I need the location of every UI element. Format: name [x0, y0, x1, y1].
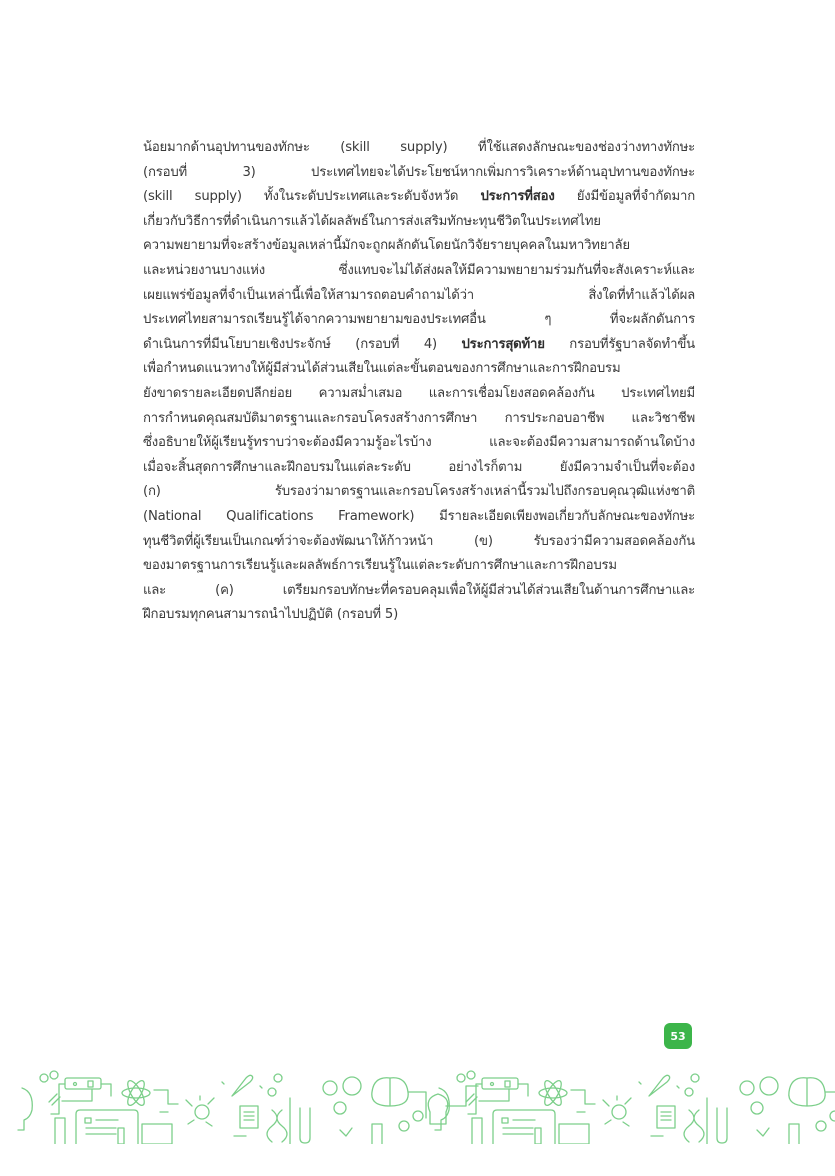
paragraph-line — [143, 456, 695, 481]
line-text: และ (ค) เตรียมกรอบทักษะที่ครอบคลุมเพื่อให้ผู้มีส่วนได้ส่วนเสียในด้านการศึกษาและ — [143, 582, 695, 598]
line-text: (skill supply) ทั้งในระดับประเทศและระดับจังหวัด — [143, 189, 481, 205]
line-text: กรอบที่รัฐบาลจัดทำขึ้น — [544, 336, 695, 352]
line-text: การกำหนดคุณสมบัติมาตรฐานและกรอบโครงสร้างการศึกษา การประกอบอาชีพ และวิชาชีพ — [143, 410, 695, 426]
line-text: ความพยายามที่จะสร้างข้อมูลเหล่านี้มักจะถูกผลักดันโดยนักวิจัยรายบุคคลในมหาวิทยาลัย — [143, 238, 630, 254]
paragraph-line — [143, 136, 695, 161]
line-text: เผยแพร่ข้อมูลที่จำเป็นเหล่านี้เพื่อให้สามารถตอบคำถามได้ว่า สิ่งใดที่ทำแล้วได้ผล — [143, 287, 695, 303]
line-text: ทุนชีวิตที่ผู้เรียนเป็นเกณฑ์ว่าจะต้องพัฒนาให้ก้าวหน้า (ข) รับรองว่ามีความสอดคล้องกัน — [143, 533, 695, 549]
line-text: เพื่อกำหนดแนวทางให้ผู้มีส่วนได้ส่วนเสียในแต่ละขั้นตอนของการศึกษาและการฝึกอบรม — [143, 361, 621, 377]
line-text: ของมาตรฐานการเรียนรู้และผลลัพธ์การเรียนรู้ในแต่ละระดับการศึกษาและการฝึกอบรม — [143, 558, 617, 574]
paragraph-line — [143, 431, 695, 456]
paragraph-line — [143, 603, 695, 628]
paragraph-line — [143, 382, 695, 407]
paragraph-line — [143, 579, 695, 604]
body-paragraph — [143, 136, 695, 628]
paragraph-line — [143, 407, 695, 432]
line-text: น้อยมากด้านอุปทานของทักษะ (skill supply) ที่ใช้แสดงลักษณะของช่องว่างทางทักษะ — [143, 140, 695, 155]
line-text: ดำเนินการที่มีนโยบายเชิงประจักษ์ (กรอบที่ 4) — [143, 336, 462, 352]
science-line-art-icon — [0, 1058, 835, 1144]
line-text: ยังขาดรายละเอียดปลีกย่อย ความสม่ำเสมอ และการเชื่อมโยงสอดคล้องกัน ประเทศไทยมี — [143, 385, 695, 401]
line-text: ประเทศไทยสามารถเรียนรู้ได้จากความพยายามของประเทศอื่น ๆ ที่จะผลักดันการ — [143, 312, 695, 328]
line-text: ฝึกอบรมทุกคนสามารถนำไปปฏิบัติ (กรอบที่ 5) — [143, 607, 399, 623]
line-text: เกี่ยวกับวิธีการที่ดำเนินการแล้วได้ผลลัพธ์ในการส่งเสริมทักษะทุนชีวิตในประเทศไทย — [143, 213, 601, 229]
paragraph-line — [143, 284, 695, 309]
paragraph-line — [143, 185, 695, 210]
paragraph-line — [143, 308, 695, 333]
line-text: ยังมีข้อมูลที่จำกัดมาก — [554, 189, 696, 205]
page-number: 53 — [670, 1029, 686, 1043]
paragraph-line — [143, 234, 695, 259]
line-text: ซึ่งอธิบายให้ผู้เรียนรู้ทราบว่าจะต้องมีความรู้อะไรบ้าง และจะต้องมีความสามารถด้านใดบ้าง — [143, 435, 695, 451]
paragraph-line — [143, 259, 695, 284]
page-number-badge — [664, 1023, 692, 1049]
paragraph-line — [143, 480, 695, 505]
line-text: (กรอบที่ 3) ประเทศไทยจะได้ประโยชน์หากเพิ่มการวิเคราะห์ด้านอุปทานของทักษะ — [143, 164, 695, 180]
emphasis-text: ประการสุดท้าย — [461, 336, 545, 352]
line-text: เมื่อจะสิ้นสุดการศึกษาและฝึกอบรมในแต่ละระดับ อย่างไรก็ตาม ยังมีความจำเป็นที่จะต้อง — [143, 459, 695, 475]
line-text: และหน่วยงานบางแห่ง ซึ่งแทบจะไม่ได้ส่งผลให้มีความพยายามร่วมกันที่จะสังเคราะห์และ — [143, 262, 695, 278]
paragraph-line — [143, 210, 695, 235]
paragraph-line — [143, 530, 695, 555]
line-text: (National Qualifications Framework) มีรายละเอียดเพียงพอเกี่ยวกับลักษณะของทักษะ — [143, 508, 695, 524]
paragraph-line — [143, 554, 695, 579]
line-text: (ก) รับรองว่ามาตรฐานและกรอบโครงสร้างเหล่านี้รวมไปถึงกรอบคุณวุฒิแห่งชาติ — [143, 484, 695, 500]
paragraph-line — [143, 357, 695, 382]
decorative-science-illustration-band — [0, 1058, 835, 1144]
emphasis-text: ประการที่สอง — [480, 189, 555, 205]
paragraph-line — [143, 161, 695, 186]
paragraph-line — [143, 333, 695, 358]
paragraph-line — [143, 505, 695, 530]
